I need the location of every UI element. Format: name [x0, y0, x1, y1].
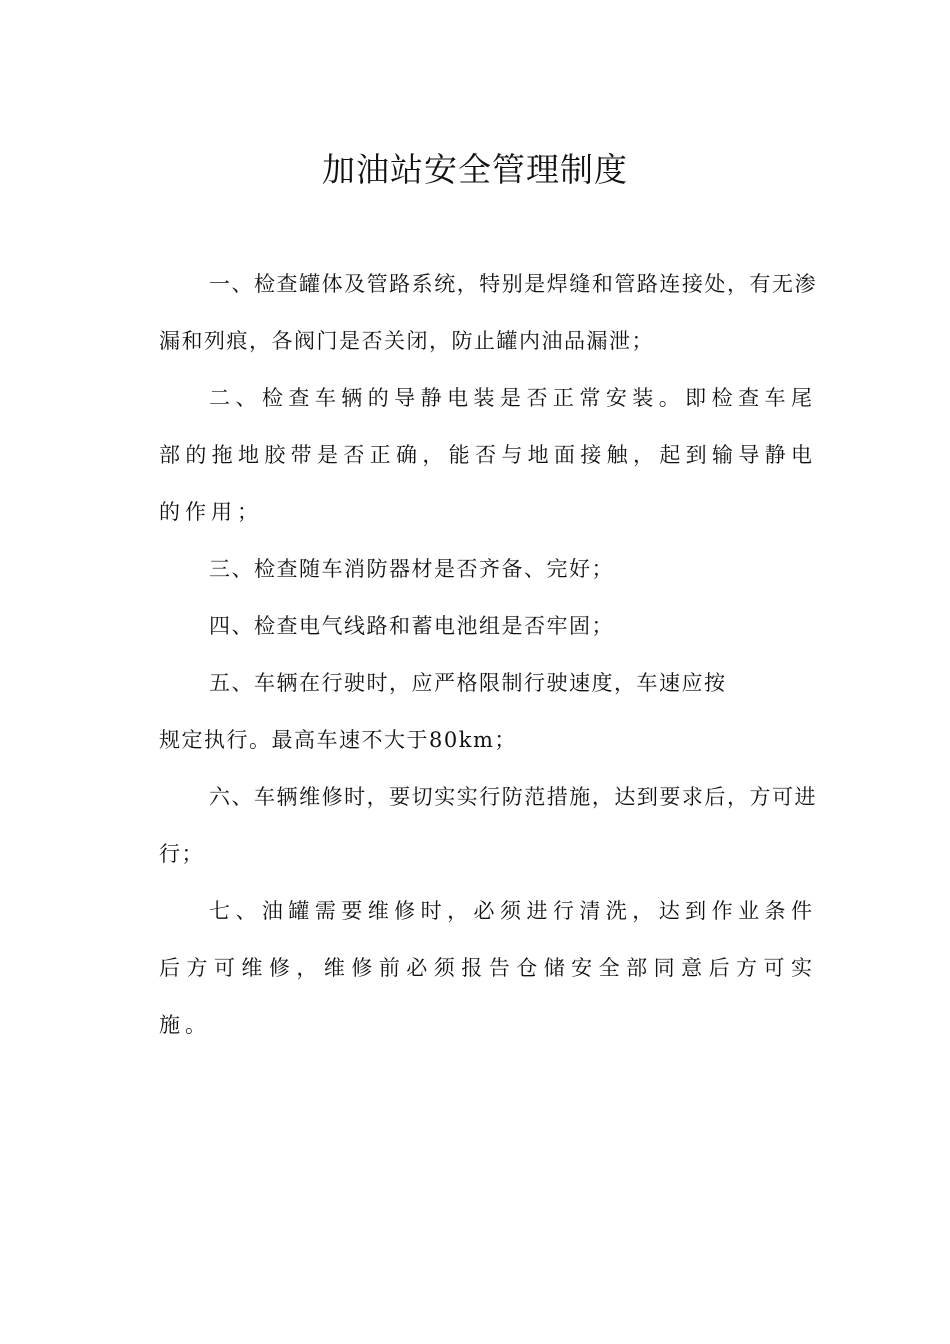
paragraph-3: 三、检查随车消防器材是否齐备、完好； — [209, 557, 614, 581]
paragraph-7: 七、油罐需要维修时，必须进行清洗，达到作业条件后方可维修，维修前必须报告仓储安全部同意后方可实施。 — [159, 899, 817, 1037]
paragraph-5: 五、车辆在行驶时，应严格限制行驶速度，车速应按 — [209, 671, 727, 695]
document-body — [159, 256, 817, 1054]
paragraph-1: 一、检查罐体及管路系统，特别是焊缝和管路连接处，有无渗漏和列痕，各阀门是否关闭，防止罐内油品漏泄； — [159, 272, 817, 353]
paragraph-6: 六、车辆维修时，要切实实行防范措施，达到要求后，方可进行； — [159, 785, 817, 866]
document-title: 加油站安全管理制度 — [322, 150, 628, 189]
paragraph-4: 四、检查电气线路和蓄电池组是否牢固； — [209, 614, 614, 638]
paragraph-2: 二、检查车辆的导静电装是否正常安装。即检查车尾部的拖地胶带是否正确，能否与地面接触，起到输导静电的作用； — [159, 386, 817, 524]
paragraph-5-continued: 规定执行。最高车速不大于80km； — [159, 728, 517, 752]
